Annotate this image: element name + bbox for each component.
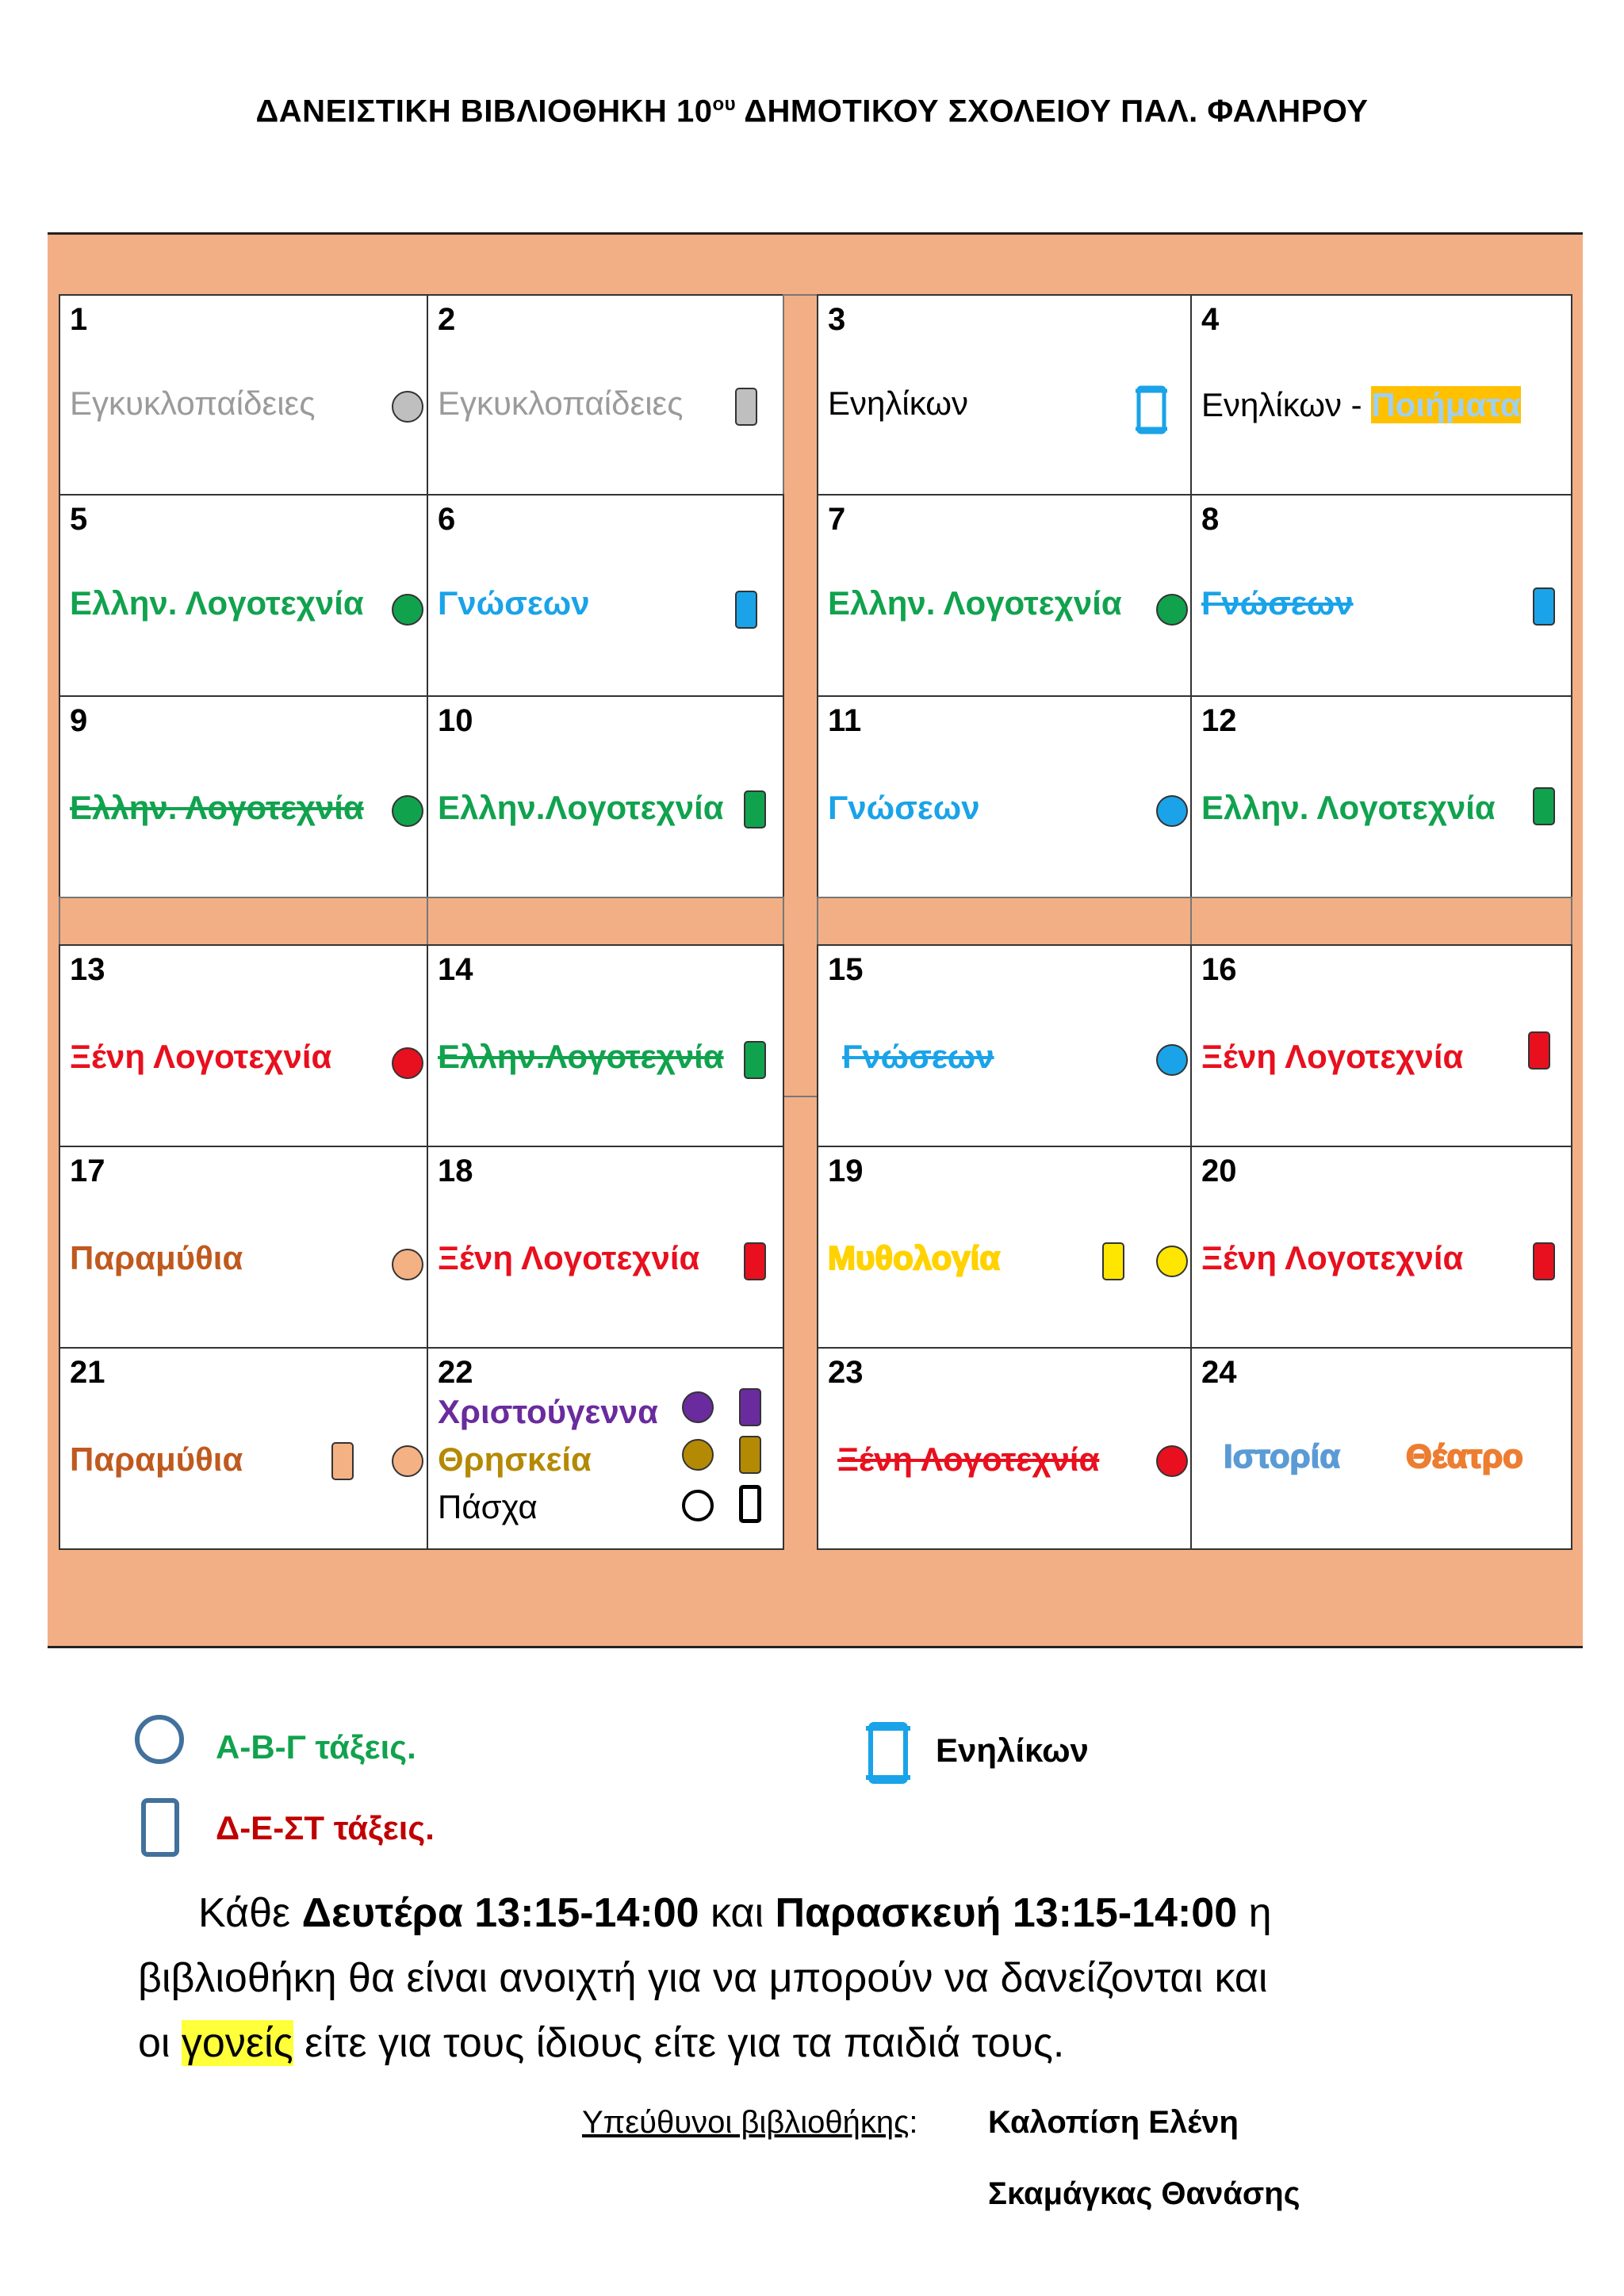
circle-icon: [1156, 1246, 1188, 1277]
circle-icon: [392, 594, 423, 626]
shelf-number: 4: [1201, 302, 1220, 337]
circle-legend-icon: [135, 1715, 184, 1764]
rectangle-icon: [1533, 1242, 1555, 1280]
rectangle-icon: [744, 790, 766, 828]
separator-strip: [817, 897, 1192, 946]
shelf-label: Χριστούγεννα: [438, 1393, 658, 1430]
shelf-label-secondary: Ποιήματα: [1371, 386, 1521, 423]
shelf-number: 2: [438, 302, 456, 337]
shelf-8: [1190, 494, 1572, 697]
shelf-7: [817, 494, 1192, 697]
rectangle-icon: [744, 1041, 766, 1079]
shelf-label: Ελλην. Λογοτεχνία: [70, 584, 364, 622]
rectangle-icon: [1528, 1031, 1550, 1070]
scroll-icon: [1134, 385, 1169, 435]
shelf-19: [817, 1146, 1192, 1349]
shelf-label: Ελλην.Λογοτεχνία: [438, 789, 724, 826]
legend-rectangle-label: Δ-Ε-ΣΤ τάξεις.: [216, 1809, 435, 1846]
rectangle-icon: [331, 1442, 354, 1480]
shelf-2: [427, 294, 784, 496]
shelf-22: [427, 1347, 784, 1550]
legend-circle-label: Α-Β-Γ τάξεις.: [216, 1728, 416, 1766]
shelf-number: 8: [1201, 502, 1220, 537]
shelf-18: [427, 1146, 784, 1349]
opening-hours-paragraph: Κάθε Δευτέρα 13:15-14:00 και Παρασκευή 13:15-14:00 η βιβλιοθήκη θα είναι ανοιχτή για να μπορούν να δανείζονται και οι γονείς είτε για τους ίδιους είτε για τα παιδιά τους.: [138, 1890, 1272, 2066]
librarian-name-1: Καλοπίση Ελένη: [988, 2105, 1239, 2140]
shelf-label: Ελλην. Λογοτεχνία: [70, 789, 364, 826]
circle-icon: [392, 1249, 423, 1280]
shelf-number: 7: [828, 502, 846, 537]
page-title: ΔΑΝΕΙΣΤΙΚΗ ΒΙΒΛΙΟΘΗΚΗ $10^{o\upsilon}$ ΔΗΜΟΤΙΚΟΥ ΣΧΟΛΕΙΟΥ ΠΑΛ. ΦΑΛΗΡΟΥ: [255, 94, 1369, 129]
circle-icon: [682, 1439, 714, 1471]
shelf-label: Ξένη Λογοτεχνία: [70, 1038, 332, 1075]
shelf-20: [1190, 1146, 1572, 1349]
shelf-label: Γνώσεων: [1201, 584, 1354, 622]
circle-icon: [392, 1047, 423, 1079]
shelf-label: Ξένη Λογοτεχνία: [438, 1239, 700, 1276]
shelf-divider: [783, 294, 818, 1097]
shelf-label: Ξένη Λογοτεχνία: [1201, 1239, 1464, 1276]
separator-strip: [59, 897, 428, 946]
rectangle-icon: [735, 388, 757, 426]
rectangle-icon: [1533, 587, 1555, 626]
rectangle-icon: [1102, 1242, 1124, 1280]
circle-icon: [392, 391, 423, 423]
shelf-number: 12: [1201, 703, 1237, 738]
rectangle-legend-icon: [141, 1798, 179, 1857]
shelf-12: [1190, 695, 1572, 898]
shelf-4: [1190, 294, 1572, 496]
highlighted-word: γονείς: [181, 2020, 293, 2066]
shelf-10: [427, 695, 784, 898]
shelf-number: 11: [828, 703, 862, 738]
shelf-label: Γνώσεων: [438, 584, 590, 622]
rectangle-icon: [739, 1388, 761, 1426]
shelf-24: [1190, 1347, 1572, 1550]
shelf-label: Ελλην.Λογοτεχνία: [438, 1038, 724, 1075]
circle-icon: [1156, 1044, 1188, 1076]
circle-icon: [1156, 795, 1188, 827]
circle-icon: [392, 795, 423, 827]
shelf-number: 18: [438, 1154, 473, 1188]
shelf-label-secondary: Θέατρο: [1406, 1437, 1523, 1475]
separator-strip: [1190, 897, 1572, 946]
rectangle-icon: [744, 1242, 766, 1280]
rectangle-icon: [739, 1485, 761, 1523]
shelf-number: 16: [1201, 952, 1237, 987]
rectangle-icon: [735, 591, 757, 629]
shelf-label: Ελλην. Λογοτεχνία: [828, 584, 1122, 622]
shelf-label: Γνώσεων: [828, 789, 980, 826]
shelf-9: [59, 695, 428, 898]
shelf-number: 6: [438, 502, 456, 537]
shelf-label: Ξένη Λογοτεχνία: [837, 1441, 1100, 1478]
legend-scroll-label: Ενηλίκων: [936, 1732, 1089, 1769]
shelf-number: 23: [828, 1355, 864, 1390]
shelf-label: Γνώσεων: [842, 1038, 994, 1075]
shelf-number: 5: [70, 502, 88, 537]
shelf-15: [817, 944, 1192, 1147]
shelf-number: 22: [438, 1355, 473, 1390]
shelf-label: Ενηλίκων: [828, 385, 968, 422]
librarian-name-2: Σκαμάγκας Θανάσης: [988, 2176, 1300, 2211]
shelf-1: [59, 294, 428, 496]
shelf-16: [1190, 944, 1572, 1147]
shelf-13: [59, 944, 428, 1147]
scroll-legend-icon: [864, 1720, 912, 1785]
circle-icon: [682, 1490, 714, 1521]
shelf-label: Ξένη Λογοτεχνία: [1201, 1038, 1464, 1075]
shelf-11: [817, 695, 1192, 898]
shelf-label: Ενηλίκων - Ποιήματα: [1201, 386, 1521, 423]
shelf-number: 15: [828, 952, 864, 987]
shelf-label-secondary: Θρησκεία: [438, 1441, 592, 1478]
shelf-number: 19: [828, 1154, 864, 1188]
shelf-number: 3: [828, 302, 846, 337]
shelf-label: Εγκυκλοπαίδειες: [438, 385, 684, 422]
shelf-14: [427, 944, 784, 1147]
shelf-label: Παραμύθια: [70, 1441, 243, 1478]
shelf-6: [427, 494, 784, 697]
shelf-number: 13: [70, 952, 105, 987]
circle-icon: [392, 1445, 423, 1477]
shelf-5: [59, 494, 428, 697]
shelf-21: [59, 1347, 428, 1550]
shelf-number: 20: [1201, 1154, 1237, 1188]
shelf-number: 21: [70, 1355, 105, 1390]
shelf-label: Παραμύθια: [70, 1239, 243, 1276]
shelf-label: Μυθολογία: [828, 1239, 1001, 1276]
shelf-label-tertiary: Πάσχα: [438, 1488, 538, 1525]
shelf-number: 10: [438, 703, 473, 738]
circle-icon: [1156, 594, 1188, 626]
shelf-number: 9: [70, 703, 88, 738]
shelf-number: 24: [1201, 1355, 1237, 1390]
library-shelf-map: [48, 232, 1583, 1648]
circle-icon: [682, 1391, 714, 1423]
rectangle-icon: [1533, 787, 1555, 825]
circle-icon: [1156, 1445, 1188, 1477]
librarians-label: Υπεύθυνοι βιβλιοθήκης:: [582, 2105, 918, 2140]
shelf-3: [817, 294, 1192, 496]
shelf-number: 14: [438, 952, 473, 987]
shelf-label: Εγκυκλοπαίδειες: [70, 385, 316, 422]
shelf-23: [817, 1347, 1192, 1550]
shelf-number: 1: [70, 302, 88, 337]
shelf-number: 17: [70, 1154, 105, 1188]
shelf-17: [59, 1146, 428, 1349]
shelf-label: Ελλην. Λογοτεχνία: [1201, 789, 1496, 826]
shelf-label: Ιστορία: [1224, 1437, 1341, 1475]
separator-strip: [427, 897, 784, 946]
rectangle-icon: [739, 1436, 761, 1474]
